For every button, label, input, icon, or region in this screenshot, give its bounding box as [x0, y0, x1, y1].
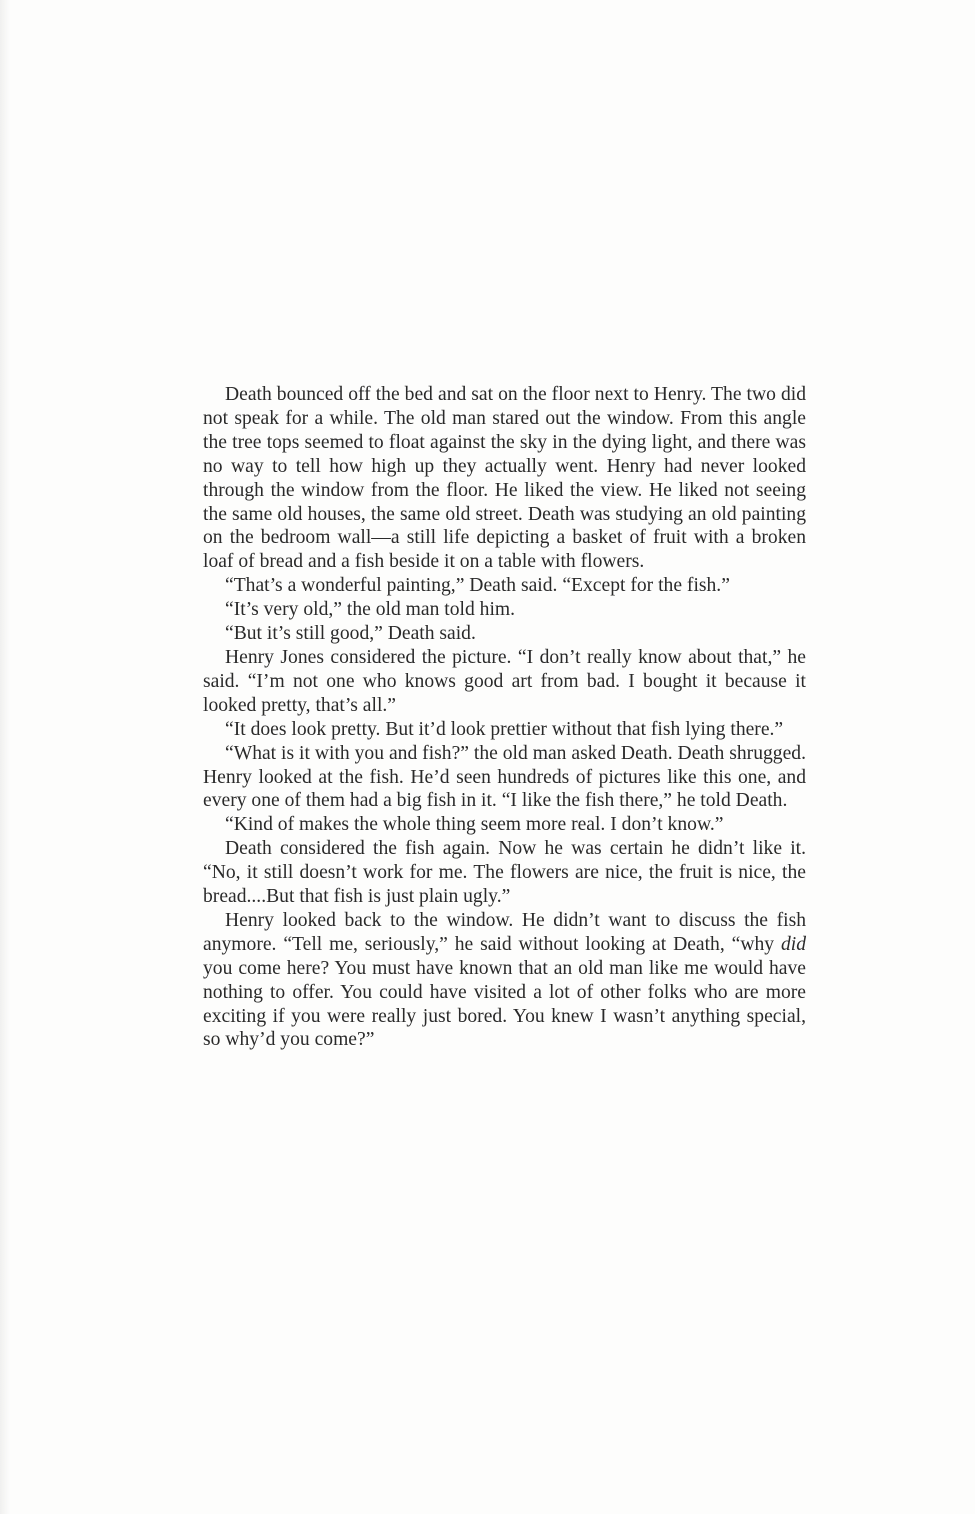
paragraph-text: “Kind of makes the whole thing seem more real. I don’t know.” — [225, 814, 724, 836]
paragraph — [203, 742, 806, 814]
paragraph — [203, 718, 806, 742]
paragraph — [203, 837, 806, 909]
paragraph-text: “That’s a wonderful painting,” Death said. “Except for the fish.” — [225, 575, 730, 597]
paragraph — [203, 574, 806, 598]
paragraph — [203, 622, 806, 646]
paragraph-text: Henry Jones considered the picture. “I don’t really know about that,” he said. “I’m not one who knows good art from bad. I bought it because it looked pretty, that’s all.” — [203, 646, 806, 716]
body-text — [203, 383, 806, 1052]
paragraph-text: “It’s very old,” the old man told him. — [225, 599, 516, 621]
paragraph-text: Henry looked back to the window. He didn’t want to discuss the fish anymore. “Tell me, seriously,” he said without looking at Death, “why — [203, 909, 806, 955]
paragraph-text: you come here? You must have known that an old man like me would have nothing to offer. You could have visited a lot of other folks who are more exciting if you were really just bored. You knew I wasn’t anything special, so why’d you come?” — [203, 957, 806, 1051]
paragraph-text: Death considered the fish again. Now he was certain he didn’t like it. “No, it still doesn’t work for me. The flowers are nice, the fruit is nice, the bread....But that fish is just plain ugly.” — [203, 838, 806, 908]
paragraph-text: Death bounced off the bed and sat on the floor next to Henry. The two did not speak for a while. The old man stared out the window. From this angle the tree tops seemed to float against the sky in the dying light, and there was no way to tell how high up they actually went. Henry had never looked through the window from the floor. He liked the view. He liked not seeing the same old houses, the same old street. Death was studying an old painting on the bedroom wall—a still life depicting a basket of fruit with a broken loaf of bread and a fish beside it on a table with flowers. — [203, 384, 806, 573]
paragraph — [203, 598, 806, 622]
page-gutter-shadow — [0, 0, 10, 1514]
paragraph-text: “It does look pretty. But it’d look prettier without that fish lying there.” — [225, 718, 784, 740]
paragraph — [203, 383, 806, 574]
paragraph — [203, 646, 806, 718]
paragraph — [203, 813, 806, 837]
emphasized-word: did — [780, 933, 806, 955]
paragraph-text: “What is it with you and fish?” the old man asked Death. Death shrugged. Henry looked at the fish. He’d seen hundreds of pictures like this one, and every one of them had a big fish in it. “I like the fish there,” he told Death. — [203, 742, 806, 812]
paragraph-text: “But it’s still good,” Death said. — [225, 623, 476, 645]
paragraph — [203, 909, 806, 1052]
